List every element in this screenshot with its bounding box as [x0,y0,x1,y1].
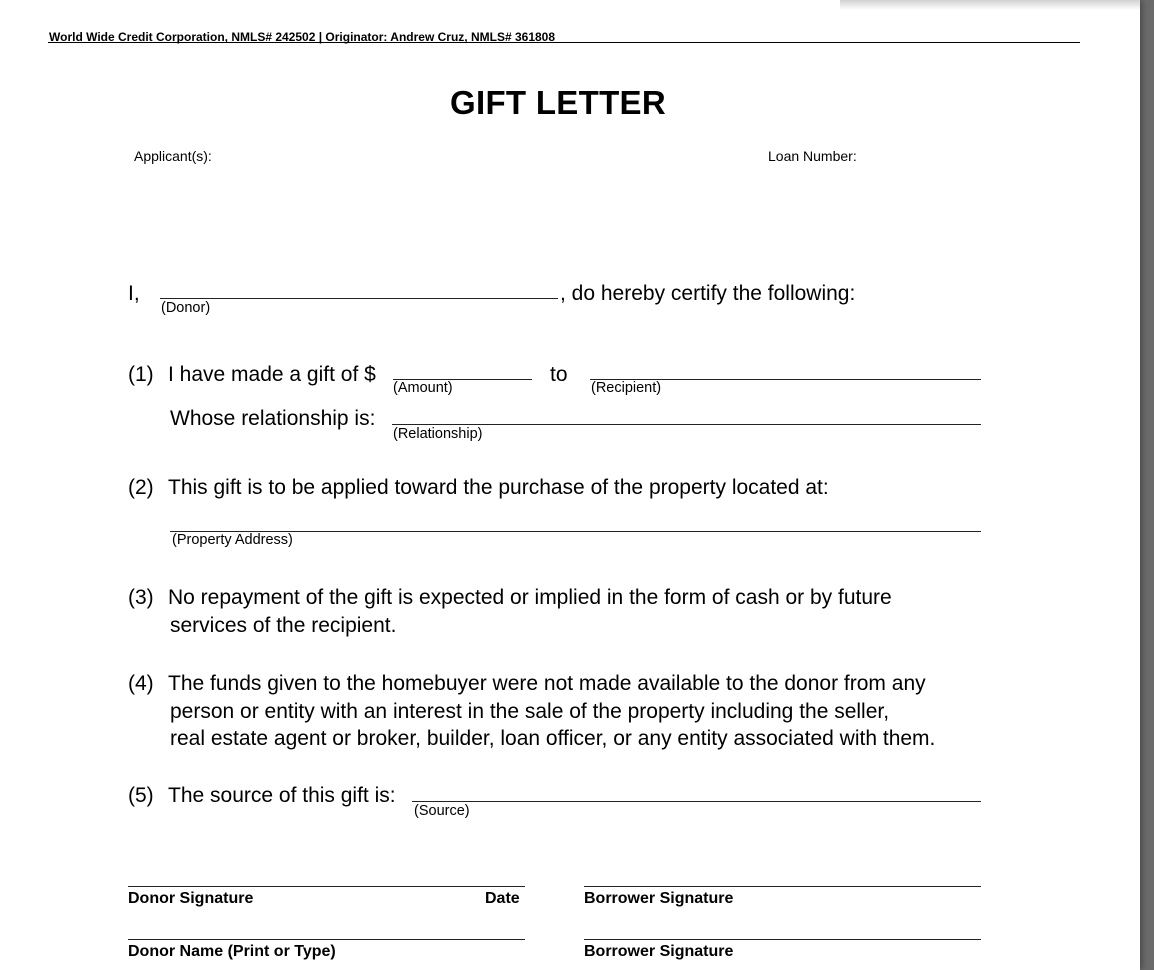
property-address-caption: (Property Address) [172,532,293,548]
borrower-signature-line-1[interactable] [584,886,981,887]
item4-line1: The funds given to the homebuyer were not made available to the donor from any [168,672,926,695]
donor-name-line[interactable] [128,939,525,940]
item1-to: to [550,363,568,386]
item5-text: The source of this gift is: [168,784,396,807]
loan-number-label: Loan Number: [768,148,857,164]
document-title: GIFT LETTER [450,84,666,121]
item1-number: (1) [128,363,154,386]
source-caption: (Source) [414,803,470,819]
source-field[interactable] [412,801,981,802]
date-label: Date [485,890,520,907]
borrower-signature-line-2[interactable] [584,939,981,940]
item3-line1: No repayment of the gift is expected or implied in the form of cash or by future [168,586,892,609]
item5-number: (5) [128,784,154,807]
item3-number: (3) [128,586,154,609]
relationship-text: Whose relationship is: [170,407,376,430]
item2-text: This gift is to be applied toward the purchase of the property located at: [168,476,829,499]
recipient-caption: (Recipient) [591,380,662,396]
company-header: World Wide Credit Corporation, NMLS# 242502 | Originator: Andrew Cruz, NMLS# 361808 [49,30,556,44]
amount-caption: (Amount) [393,380,453,396]
item3-line2: services of the recipient. [170,614,397,637]
page-edge-shadow [840,0,1140,10]
donor-name-field[interactable] [160,298,558,299]
relationship-caption: (Relationship) [393,426,483,442]
borrower-signature-label-2: Borrower Signature [584,943,734,960]
item2-number: (2) [128,476,154,499]
donor-signature-line[interactable] [128,886,525,887]
donor-caption: (Donor) [161,300,211,316]
donor-name-label: Donor Name (Print or Type) [128,943,336,960]
item4-number: (4) [128,672,154,695]
certify-prefix: I, [128,282,140,305]
borrower-signature-label-1: Borrower Signature [584,890,734,907]
applicants-label: Applicant(s): [134,148,212,164]
donor-signature-label: Donor Signature [128,890,254,907]
item1-text: I have made a gift of $ [168,363,376,386]
relationship-field[interactable] [392,424,981,425]
certify-suffix: , do hereby certify the following: [560,282,856,305]
header-divider [48,42,1080,43]
item4-line3: real estate agent or broker, builder, loan officer, or any entity associated with them. [170,727,936,750]
item4-line2: person or entity with an interest in the sale of the property including the seller, [170,700,890,723]
